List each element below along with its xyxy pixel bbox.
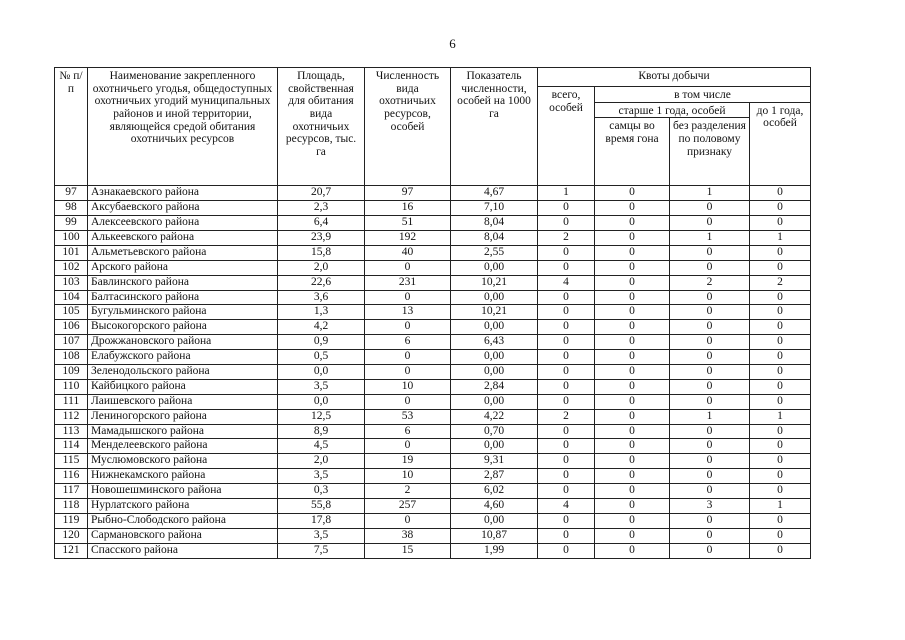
header-num: № п/п bbox=[55, 68, 88, 186]
row-number: 104 bbox=[55, 290, 88, 305]
area-cell: 3,5 bbox=[278, 469, 365, 484]
district-name: Бавлинского района bbox=[88, 275, 278, 290]
quota-nosex-cell: 0 bbox=[670, 245, 750, 260]
quota-under1-cell: 0 bbox=[750, 469, 811, 484]
population-cell: 97 bbox=[365, 186, 451, 201]
row-number: 121 bbox=[55, 543, 88, 558]
area-cell: 2,0 bbox=[278, 454, 365, 469]
row-number: 115 bbox=[55, 454, 88, 469]
quota-nosex-cell: 1 bbox=[670, 230, 750, 245]
table-row bbox=[55, 379, 811, 394]
quota-nosex-cell: 0 bbox=[670, 350, 750, 365]
population-cell: 2 bbox=[365, 484, 451, 499]
row-number: 120 bbox=[55, 528, 88, 543]
quota-males-cell: 0 bbox=[595, 543, 670, 558]
table-row bbox=[55, 320, 811, 335]
row-number: 109 bbox=[55, 364, 88, 379]
population-cell: 0 bbox=[365, 439, 451, 454]
density-cell: 0,00 bbox=[451, 439, 538, 454]
quota-nosex-cell: 0 bbox=[670, 260, 750, 275]
population-cell: 40 bbox=[365, 245, 451, 260]
quota-males-cell: 0 bbox=[595, 230, 670, 245]
row-number: 105 bbox=[55, 305, 88, 320]
area-cell: 2,3 bbox=[278, 201, 365, 216]
row-number: 118 bbox=[55, 498, 88, 513]
quota-nosex-cell: 0 bbox=[670, 543, 750, 558]
quota-nosex-cell: 0 bbox=[670, 469, 750, 484]
district-name: Лениногорского района bbox=[88, 409, 278, 424]
quota-males-cell: 0 bbox=[595, 350, 670, 365]
quota-total-cell: 0 bbox=[538, 320, 595, 335]
row-number: 103 bbox=[55, 275, 88, 290]
quota-under1-cell: 1 bbox=[750, 498, 811, 513]
quota-males-cell: 0 bbox=[595, 409, 670, 424]
row-number: 119 bbox=[55, 513, 88, 528]
density-cell: 6,02 bbox=[451, 484, 538, 499]
area-cell: 0,3 bbox=[278, 484, 365, 499]
quota-nosex-cell: 0 bbox=[670, 379, 750, 394]
header-males: самцы во время гона bbox=[595, 118, 670, 186]
header-area: Площадь, свойственная для обитания вида охотничьих ресурсов, тыс. га bbox=[278, 68, 365, 186]
population-cell: 13 bbox=[365, 305, 451, 320]
table-row bbox=[55, 335, 811, 350]
quota-under1-cell: 0 bbox=[750, 335, 811, 350]
quota-total-cell: 2 bbox=[538, 409, 595, 424]
quota-under1-cell: 0 bbox=[750, 364, 811, 379]
quota-nosex-cell: 0 bbox=[670, 364, 750, 379]
district-name: Рыбно-Слободского района bbox=[88, 513, 278, 528]
area-cell: 55,8 bbox=[278, 498, 365, 513]
quota-males-cell: 0 bbox=[595, 290, 670, 305]
row-number: 100 bbox=[55, 230, 88, 245]
district-name: Аксубаевского района bbox=[88, 201, 278, 216]
quota-total-cell: 0 bbox=[538, 543, 595, 558]
quota-total-cell: 0 bbox=[538, 245, 595, 260]
quota-nosex-cell: 0 bbox=[670, 305, 750, 320]
quota-total-cell: 0 bbox=[538, 528, 595, 543]
quota-males-cell: 0 bbox=[595, 216, 670, 231]
population-cell: 38 bbox=[365, 528, 451, 543]
district-name: Высокогорского района bbox=[88, 320, 278, 335]
quota-total-cell: 0 bbox=[538, 379, 595, 394]
quota-males-cell: 0 bbox=[595, 424, 670, 439]
row-number: 101 bbox=[55, 245, 88, 260]
quota-males-cell: 0 bbox=[595, 245, 670, 260]
area-cell: 0,9 bbox=[278, 335, 365, 350]
quota-under1-cell: 0 bbox=[750, 260, 811, 275]
table-row bbox=[55, 350, 811, 365]
table-row bbox=[55, 424, 811, 439]
district-name: Елабужского района bbox=[88, 350, 278, 365]
density-cell: 0,00 bbox=[451, 513, 538, 528]
population-cell: 10 bbox=[365, 469, 451, 484]
quota-nosex-cell: 0 bbox=[670, 201, 750, 216]
population-cell: 0 bbox=[365, 513, 451, 528]
quota-under1-cell: 0 bbox=[750, 484, 811, 499]
quota-under1-cell: 1 bbox=[750, 230, 811, 245]
area-cell: 23,9 bbox=[278, 230, 365, 245]
district-name: Лаишевского района bbox=[88, 394, 278, 409]
table-row bbox=[55, 275, 811, 290]
quota-males-cell: 0 bbox=[595, 498, 670, 513]
quota-total-cell: 2 bbox=[538, 230, 595, 245]
quota-males-cell: 0 bbox=[595, 528, 670, 543]
area-cell: 3,6 bbox=[278, 290, 365, 305]
density-cell: 8,04 bbox=[451, 230, 538, 245]
row-number: 102 bbox=[55, 260, 88, 275]
quota-males-cell: 0 bbox=[595, 513, 670, 528]
quota-table bbox=[54, 67, 811, 559]
quota-under1-cell: 0 bbox=[750, 439, 811, 454]
quota-total-cell: 1 bbox=[538, 186, 595, 201]
page-number: 6 bbox=[449, 36, 456, 51]
table-row bbox=[55, 409, 811, 424]
quota-total-cell: 0 bbox=[538, 439, 595, 454]
density-cell: 2,55 bbox=[451, 245, 538, 260]
district-name: Арского района bbox=[88, 260, 278, 275]
district-name: Муслюмовского района bbox=[88, 454, 278, 469]
row-number: 111 bbox=[55, 394, 88, 409]
table-row bbox=[55, 290, 811, 305]
population-cell: 6 bbox=[365, 424, 451, 439]
quota-total-cell: 0 bbox=[538, 469, 595, 484]
area-cell: 4,2 bbox=[278, 320, 365, 335]
quota-total-cell: 4 bbox=[538, 498, 595, 513]
quota-nosex-cell: 0 bbox=[670, 484, 750, 499]
row-number: 107 bbox=[55, 335, 88, 350]
table-row bbox=[55, 364, 811, 379]
quota-males-cell: 0 bbox=[595, 379, 670, 394]
quota-males-cell: 0 bbox=[595, 275, 670, 290]
area-cell: 12,5 bbox=[278, 409, 365, 424]
quota-under1-cell: 0 bbox=[750, 320, 811, 335]
density-cell: 4,67 bbox=[451, 186, 538, 201]
quota-under1-cell: 0 bbox=[750, 305, 811, 320]
quota-nosex-cell: 0 bbox=[670, 454, 750, 469]
row-number: 99 bbox=[55, 216, 88, 231]
quota-nosex-cell: 0 bbox=[670, 528, 750, 543]
table-row bbox=[55, 394, 811, 409]
district-name: Кайбицкого района bbox=[88, 379, 278, 394]
header-name: Наименование закрепленного охотничьего угодья, общедоступных охотничьих угодий муниципальных районов и иной территории, являющейся средой обитания охотничьих ресурсов bbox=[88, 68, 278, 186]
header-quotas: Квоты добычи bbox=[538, 68, 811, 87]
table-row bbox=[55, 186, 811, 201]
district-name: Нижнекамского района bbox=[88, 469, 278, 484]
table-row bbox=[55, 201, 811, 216]
row-number: 116 bbox=[55, 469, 88, 484]
quota-males-cell: 0 bbox=[595, 454, 670, 469]
quota-under1-cell: 0 bbox=[750, 350, 811, 365]
density-cell: 2,87 bbox=[451, 469, 538, 484]
density-cell: 7,10 bbox=[451, 201, 538, 216]
quota-under1-cell: 0 bbox=[750, 216, 811, 231]
quota-nosex-cell: 0 bbox=[670, 290, 750, 305]
density-cell: 10,87 bbox=[451, 528, 538, 543]
quota-nosex-cell: 1 bbox=[670, 186, 750, 201]
quota-males-cell: 0 bbox=[595, 364, 670, 379]
population-cell: 51 bbox=[365, 216, 451, 231]
district-name: Дрожжановского района bbox=[88, 335, 278, 350]
population-cell: 53 bbox=[365, 409, 451, 424]
area-cell: 22,6 bbox=[278, 275, 365, 290]
population-cell: 231 bbox=[365, 275, 451, 290]
header-including: в том числе bbox=[595, 87, 811, 103]
area-cell: 0,5 bbox=[278, 350, 365, 365]
quota-males-cell: 0 bbox=[595, 394, 670, 409]
area-cell: 4,5 bbox=[278, 439, 365, 454]
quota-males-cell: 0 bbox=[595, 186, 670, 201]
quota-nosex-cell: 0 bbox=[670, 513, 750, 528]
table-row bbox=[55, 216, 811, 231]
quota-total-cell: 0 bbox=[538, 394, 595, 409]
table-row bbox=[55, 230, 811, 245]
district-name: Нурлатского района bbox=[88, 498, 278, 513]
quota-males-cell: 0 bbox=[595, 201, 670, 216]
row-number: 117 bbox=[55, 484, 88, 499]
quota-under1-cell: 0 bbox=[750, 424, 811, 439]
area-cell: 17,8 bbox=[278, 513, 365, 528]
density-cell: 8,04 bbox=[451, 216, 538, 231]
quota-males-cell: 0 bbox=[595, 260, 670, 275]
area-cell: 20,7 bbox=[278, 186, 365, 201]
district-name: Мамадышского района bbox=[88, 424, 278, 439]
area-cell: 3,5 bbox=[278, 528, 365, 543]
quota-under1-cell: 0 bbox=[750, 454, 811, 469]
table-row bbox=[55, 305, 811, 320]
quota-total-cell: 0 bbox=[538, 216, 595, 231]
district-name: Альметьевского района bbox=[88, 245, 278, 260]
row-number: 106 bbox=[55, 320, 88, 335]
density-cell: 0,70 bbox=[451, 424, 538, 439]
density-cell: 9,31 bbox=[451, 454, 538, 469]
quota-total-cell: 0 bbox=[538, 260, 595, 275]
district-name: Бугульминского района bbox=[88, 305, 278, 320]
row-number: 114 bbox=[55, 439, 88, 454]
area-cell: 15,8 bbox=[278, 245, 365, 260]
density-cell: 10,21 bbox=[451, 305, 538, 320]
header-under1: до 1 года, особей bbox=[750, 102, 811, 186]
table-row bbox=[55, 454, 811, 469]
quota-nosex-cell: 0 bbox=[670, 216, 750, 231]
table-row bbox=[55, 484, 811, 499]
header-nosex: без разделения по половому признаку bbox=[670, 118, 750, 186]
density-cell: 0,00 bbox=[451, 290, 538, 305]
quota-nosex-cell: 2 bbox=[670, 275, 750, 290]
area-cell: 3,5 bbox=[278, 379, 365, 394]
quota-under1-cell: 2 bbox=[750, 275, 811, 290]
header-density: Показатель численности, особей на 1000 га bbox=[451, 68, 538, 186]
quota-under1-cell: 0 bbox=[750, 186, 811, 201]
quota-nosex-cell: 0 bbox=[670, 320, 750, 335]
quota-males-cell: 0 bbox=[595, 320, 670, 335]
quota-total-cell: 0 bbox=[538, 335, 595, 350]
density-cell: 0,00 bbox=[451, 320, 538, 335]
density-cell: 10,21 bbox=[451, 275, 538, 290]
area-cell: 2,0 bbox=[278, 260, 365, 275]
area-cell: 6,4 bbox=[278, 216, 365, 231]
density-cell: 2,84 bbox=[451, 379, 538, 394]
quota-under1-cell: 0 bbox=[750, 379, 811, 394]
district-name: Сармановского района bbox=[88, 528, 278, 543]
quota-total-cell: 0 bbox=[538, 201, 595, 216]
density-cell: 0,00 bbox=[451, 394, 538, 409]
district-name: Новошешминского района bbox=[88, 484, 278, 499]
quota-total-cell: 0 bbox=[538, 484, 595, 499]
quota-nosex-cell: 0 bbox=[670, 335, 750, 350]
district-name: Зеленодольского района bbox=[88, 364, 278, 379]
district-name: Алькеевского района bbox=[88, 230, 278, 245]
row-number: 113 bbox=[55, 424, 88, 439]
row-number: 110 bbox=[55, 379, 88, 394]
quota-under1-cell: 0 bbox=[750, 543, 811, 558]
district-name: Спасского района bbox=[88, 543, 278, 558]
table-row bbox=[55, 469, 811, 484]
population-cell: 0 bbox=[365, 364, 451, 379]
district-name: Алексеевского района bbox=[88, 216, 278, 231]
area-cell: 0,0 bbox=[278, 394, 365, 409]
quota-total-cell: 0 bbox=[538, 454, 595, 469]
quota-nosex-cell: 0 bbox=[670, 439, 750, 454]
quota-under1-cell: 0 bbox=[750, 245, 811, 260]
quota-nosex-cell: 1 bbox=[670, 409, 750, 424]
quota-total-cell: 0 bbox=[538, 424, 595, 439]
quota-under1-cell: 1 bbox=[750, 409, 811, 424]
table-body bbox=[55, 186, 811, 558]
row-number: 112 bbox=[55, 409, 88, 424]
district-name: Балтасинского района bbox=[88, 290, 278, 305]
area-cell: 7,5 bbox=[278, 543, 365, 558]
table-row bbox=[55, 543, 811, 558]
density-cell: 0,00 bbox=[451, 350, 538, 365]
table-row bbox=[55, 245, 811, 260]
header-total: всего, особей bbox=[538, 87, 595, 186]
quota-nosex-cell: 0 bbox=[670, 424, 750, 439]
quota-males-cell: 0 bbox=[595, 469, 670, 484]
population-cell: 0 bbox=[365, 394, 451, 409]
density-cell: 4,22 bbox=[451, 409, 538, 424]
table-row bbox=[55, 260, 811, 275]
header-older: старше 1 года, особей bbox=[595, 102, 750, 118]
population-cell: 0 bbox=[365, 260, 451, 275]
table-row bbox=[55, 498, 811, 513]
district-name: Азнакаевского района bbox=[88, 186, 278, 201]
area-cell: 8,9 bbox=[278, 424, 365, 439]
quota-total-cell: 0 bbox=[538, 513, 595, 528]
table-row bbox=[55, 439, 811, 454]
header-population: Численность вида охотничьих ресурсов, особей bbox=[365, 68, 451, 186]
table-row bbox=[55, 513, 811, 528]
row-number: 98 bbox=[55, 201, 88, 216]
population-cell: 15 bbox=[365, 543, 451, 558]
quota-total-cell: 4 bbox=[538, 275, 595, 290]
density-cell: 1,99 bbox=[451, 543, 538, 558]
quota-under1-cell: 0 bbox=[750, 513, 811, 528]
quota-total-cell: 0 bbox=[538, 290, 595, 305]
population-cell: 192 bbox=[365, 230, 451, 245]
row-number: 97 bbox=[55, 186, 88, 201]
density-cell: 6,43 bbox=[451, 335, 538, 350]
quota-under1-cell: 0 bbox=[750, 528, 811, 543]
population-cell: 0 bbox=[365, 290, 451, 305]
quota-total-cell: 0 bbox=[538, 305, 595, 320]
population-cell: 0 bbox=[365, 320, 451, 335]
quota-nosex-cell: 0 bbox=[670, 394, 750, 409]
quota-males-cell: 0 bbox=[595, 484, 670, 499]
density-cell: 0,00 bbox=[451, 364, 538, 379]
quota-under1-cell: 0 bbox=[750, 394, 811, 409]
quota-nosex-cell: 3 bbox=[670, 498, 750, 513]
density-cell: 4,60 bbox=[451, 498, 538, 513]
table-row bbox=[55, 528, 811, 543]
area-cell: 0,0 bbox=[278, 364, 365, 379]
quota-total-cell: 0 bbox=[538, 350, 595, 365]
district-name: Менделеевского района bbox=[88, 439, 278, 454]
area-cell: 1,3 bbox=[278, 305, 365, 320]
population-cell: 10 bbox=[365, 379, 451, 394]
row-number: 108 bbox=[55, 350, 88, 365]
density-cell: 0,00 bbox=[451, 260, 538, 275]
population-cell: 19 bbox=[365, 454, 451, 469]
population-cell: 0 bbox=[365, 350, 451, 365]
population-cell: 16 bbox=[365, 201, 451, 216]
population-cell: 257 bbox=[365, 498, 451, 513]
quota-males-cell: 0 bbox=[595, 335, 670, 350]
quota-under1-cell: 0 bbox=[750, 201, 811, 216]
quota-males-cell: 0 bbox=[595, 439, 670, 454]
quota-total-cell: 0 bbox=[538, 364, 595, 379]
population-cell: 6 bbox=[365, 335, 451, 350]
quota-under1-cell: 0 bbox=[750, 290, 811, 305]
quota-males-cell: 0 bbox=[595, 305, 670, 320]
